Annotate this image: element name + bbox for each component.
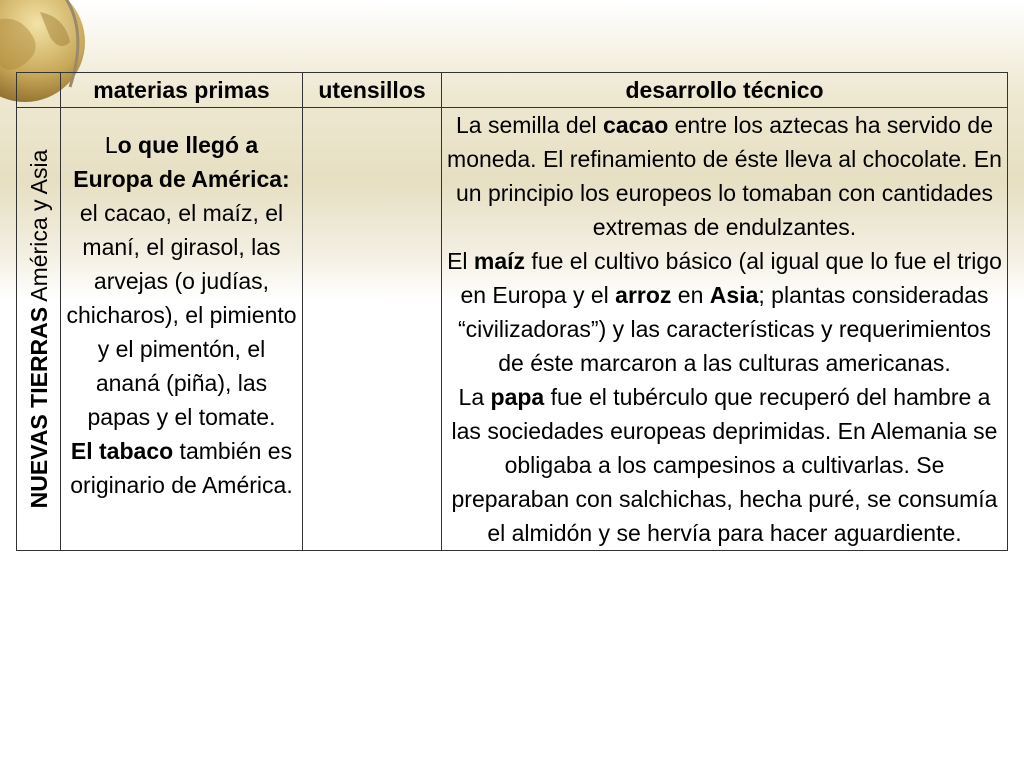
cacao-bold: cacao bbox=[603, 112, 669, 138]
row-label-rest: América y Asia bbox=[25, 149, 52, 307]
maiz-text-3: en bbox=[671, 282, 710, 308]
row-label-bold: NUEVAS TIERRAS bbox=[25, 306, 52, 509]
header-row bbox=[17, 73, 1008, 108]
asia-bold: Asia bbox=[709, 282, 759, 308]
content-row bbox=[17, 108, 1008, 551]
maiz-text-4: ; plantas consideradas “civilizadoras”) y las características y requerimientos de éste marcaron a las culturas americanas. bbox=[458, 282, 991, 376]
papa-bold: papa bbox=[490, 384, 545, 410]
row-label bbox=[22, 150, 56, 509]
papa-text-2: fue el tubérculo que recuperó del hambre a las sociedades europeas deprimidas. En Alemania se obligaba a los campesinos a cultivarlas. Se preparaban con salchichas, hecha puré, se consumía el almidón y se hervía para hacer aguardiente. bbox=[451, 384, 998, 546]
cacao-text-1: La semilla del bbox=[456, 112, 604, 138]
cacao-text-2: entre los aztecas ha servido de moneda. El refinamiento de éste lleva al chocolate. En un principio los europeos lo tomaban con cantidades extremas de endulzantes. bbox=[447, 112, 1002, 240]
maiz-bold: maíz bbox=[473, 248, 526, 274]
tabaco-text: también es originario de América. bbox=[70, 438, 293, 498]
materias-first-letter: L bbox=[104, 132, 118, 158]
maiz-text-2: fue el cultivo básico (al igual que lo fue el trigo en Europa y el bbox=[460, 248, 1002, 308]
maiz-paragraph bbox=[445, 244, 1004, 380]
tabaco-paragraph bbox=[64, 434, 299, 502]
header-cell-empty bbox=[17, 73, 61, 108]
papa-text-1: La bbox=[458, 384, 491, 410]
cacao-paragraph bbox=[445, 108, 1004, 244]
tabaco-heading: El tabaco bbox=[70, 438, 174, 464]
papa-paragraph bbox=[445, 380, 1004, 550]
desarrollo-cell bbox=[442, 108, 1008, 551]
utensillos-cell bbox=[303, 108, 442, 551]
arroz-bold: arroz bbox=[615, 282, 672, 308]
header-materias-primas: materias primas bbox=[61, 73, 303, 108]
materias-primas-cell bbox=[61, 108, 303, 551]
materias-heading: o que llegó a Europa de América: bbox=[73, 132, 290, 192]
materias-list: el cacao, el maíz, el maní, el girasol, las arvejas (o judías, chicharos), el pimiento y el pimentón, el ananá (piña), las papas y el tomate. bbox=[66, 200, 297, 430]
maiz-text-1: El bbox=[447, 248, 474, 274]
header-utensillos: utensillos bbox=[303, 73, 442, 108]
content-table bbox=[16, 72, 1008, 551]
row-label-cell bbox=[17, 108, 61, 551]
header-desarrollo-tecnico: desarrollo técnico bbox=[442, 73, 1008, 108]
